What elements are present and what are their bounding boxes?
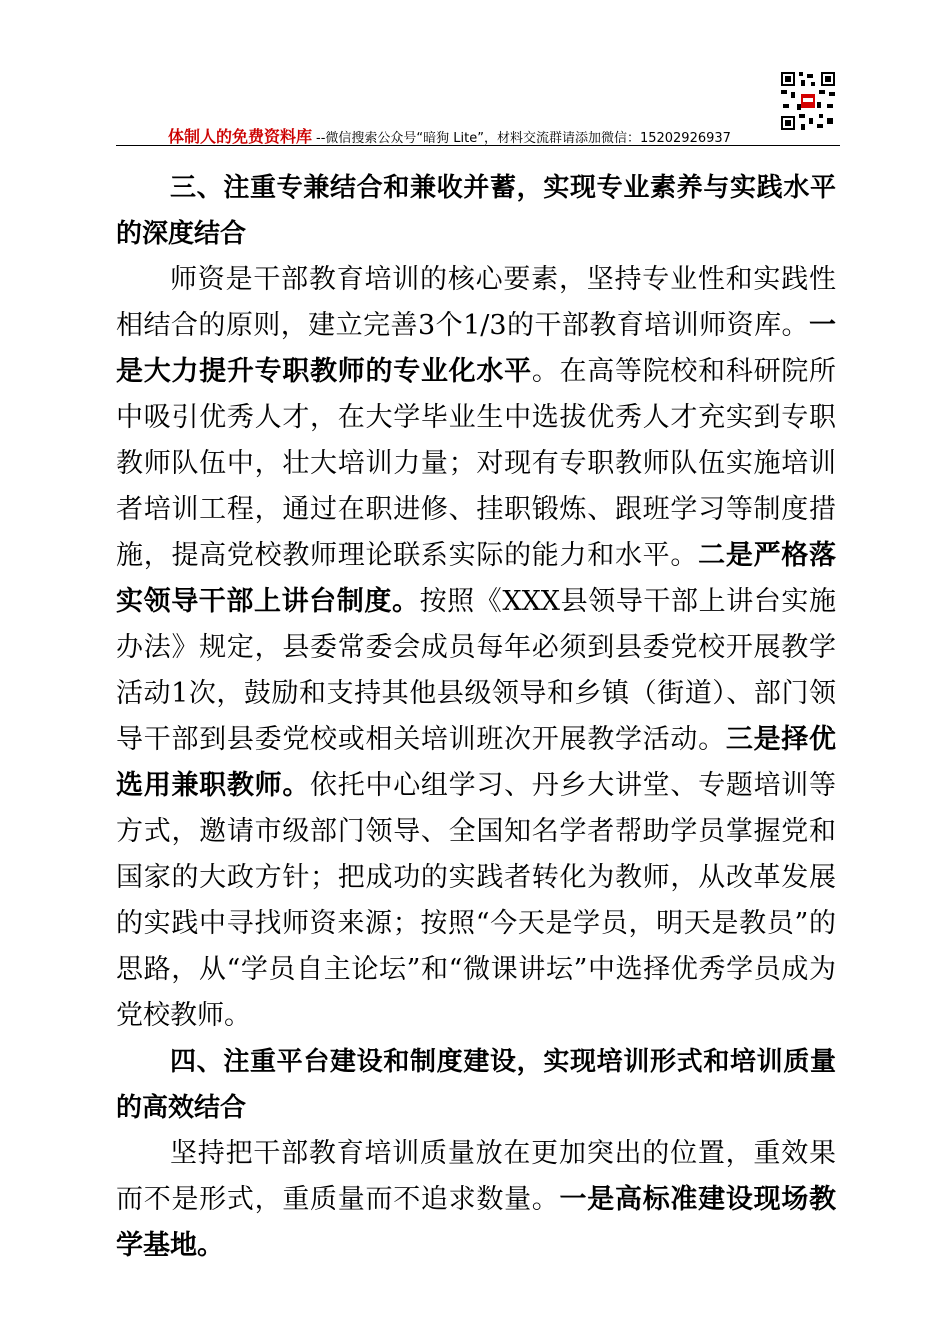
paragraph-text: 按照《XXX县领导干部上讲台实施办法》规定，县委常委会成员每年必须到县委党校开展教学活动1次，鼓励和支持其他县级领导和乡镇（街道）、部门领导干部到县委党校或相关培训班次开展教学活动。 bbox=[116, 586, 837, 755]
document-body bbox=[116, 165, 836, 1269]
header-brand: 体制人的免费资料库 bbox=[168, 127, 313, 146]
header-subtitle: --微信搜索公众号“暗狗 Lite”，材料交流群请添加微信：15202926937 bbox=[316, 131, 731, 146]
paragraph-text: 。在高等院校和科研院所中吸引优秀人才，在大学毕业生中选拔优秀人才充实到专职教师队伍中，壮大培训力量；对现有专职教师队伍实施培训者培训工程，通过在职进修、挂职锻炼、跟班学习等制度措施，提高党校教师理论联系实际的能力和水平。 bbox=[116, 356, 837, 571]
bold-lead: 三是择优选用兼职教师。 bbox=[116, 724, 837, 801]
header-divider bbox=[116, 145, 840, 146]
paragraph-text: 依托中心组学习、丹乡大讲堂、专题培训等方式，邀请市级部门领导、全国知名学者帮助学员掌握党和国家的大政方针；把成功的实践者转化为教师，从改革发展的实践中寻找师资来源；按照“今天是学员，明天是教员”的思路，从“学员自主论坛”和“微课讲坛”中选择优秀学员成为党校教师。 bbox=[116, 770, 837, 1031]
bold-lead: 一是大力提升专职教师的专业化水平 bbox=[116, 310, 836, 387]
paragraph-text: 师资是干部教育培训的核心要素，坚持专业性和实践性相结合的原则，建立完善3个1/3的干部教育培训师资库。 bbox=[116, 264, 836, 341]
section-4-paragraph bbox=[116, 1131, 836, 1269]
section-4-heading: 四、注重平台建设和制度建设，实现培训形式和培训质量的高效结合 bbox=[116, 1047, 836, 1123]
header-caption bbox=[168, 124, 731, 147]
bold-lead: 一是高标准建设现场教学基地。 bbox=[116, 1184, 837, 1261]
section-3-heading: 三、注重专兼结合和兼收并蓄，实现专业素养与实践水平的深度结合 bbox=[116, 173, 836, 249]
page-header bbox=[116, 70, 840, 146]
paragraph-text: 坚持把干部教育培训质量放在更加突出的位置，重效果而不是形式，重质量而不追求数量。 bbox=[116, 1138, 836, 1215]
qr-code-icon bbox=[779, 70, 837, 132]
bold-lead: 二是严格落实领导干部上讲台制度。 bbox=[116, 540, 837, 617]
section-3-paragraph bbox=[116, 257, 836, 1039]
